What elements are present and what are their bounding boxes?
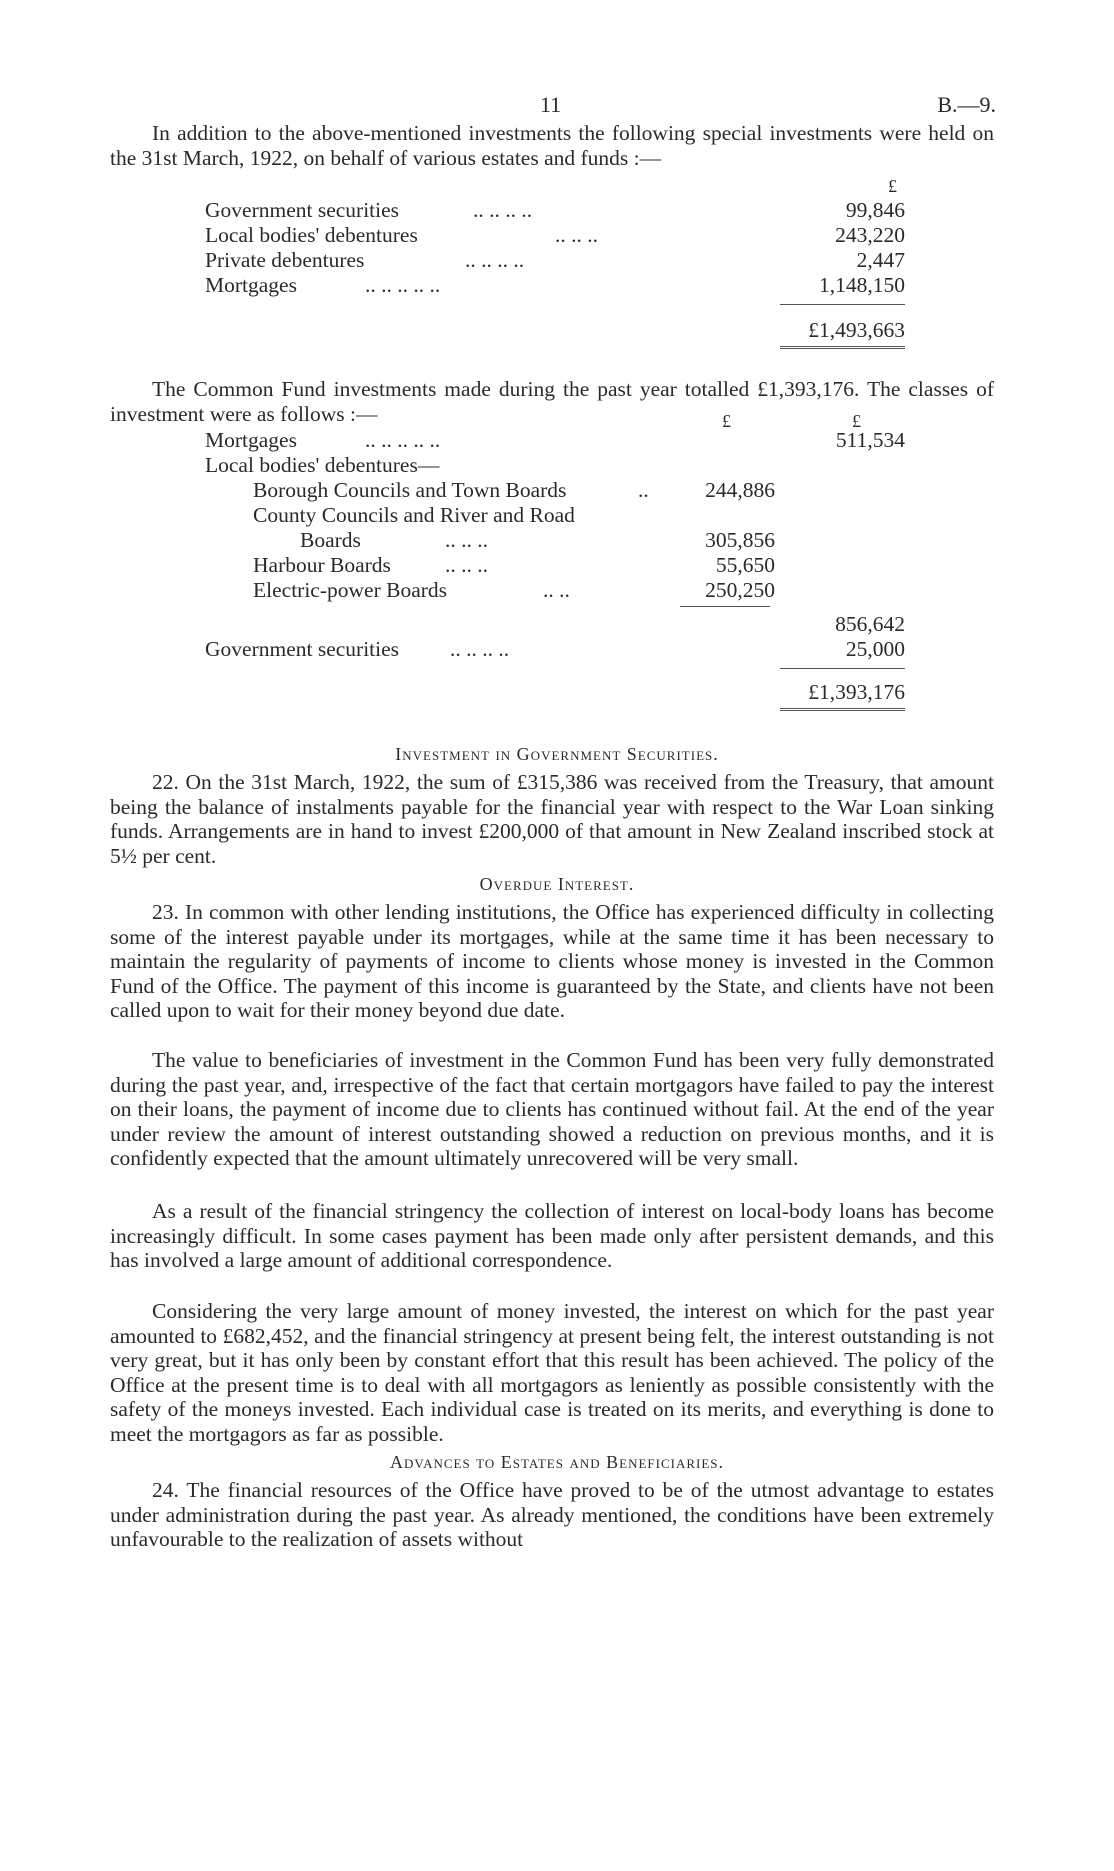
- row-amount: 2,447: [856, 248, 905, 272]
- paragraph-23: 23. In common with other lending institutions, the Office has experienced difficulty in collecting some of the interest payable under its mortgages, while at the same time it has been necessary to maintain the regularity of payments of income to clients whose money is invested in the Common Fund of the Office. The payment of this income is guaranteed by the State, and clients have not been called upon to wait for their money beyond due date.: [110, 900, 994, 1022]
- common-col2-currency: £: [852, 411, 861, 431]
- row-amount: 55,650: [715, 553, 775, 577]
- row-amount: 244,886: [705, 478, 775, 502]
- row-label: Local bodies' debentures—: [205, 453, 440, 477]
- paragraph-24: 24. The financial resources of the Office have proved to be of the utmost advantage to estates under administration during the past year. As already mentioned, the conditions have been extremely unfavourable to the realization of assets without: [110, 1478, 994, 1551]
- row-amount: 99,846: [845, 198, 905, 222]
- row-leader: .. .. ..: [445, 553, 488, 577]
- row-leader: .. .. .. .. ..: [365, 428, 441, 452]
- common-fund-intro: The Common Fund investments made during the past year totalled £1,393,176. The classes of investment were as follows :—: [110, 377, 994, 426]
- row-label: Local bodies' debentures: [205, 223, 418, 247]
- row-label: Borough Councils and Town Boards: [253, 478, 567, 502]
- special-currency-label: £: [888, 176, 897, 196]
- common-subtotal-rule: [780, 668, 905, 669]
- common-col1-currency: £: [722, 411, 731, 431]
- row-label: Mortgages: [205, 273, 297, 297]
- row-leader: .. .. .. ..: [450, 637, 510, 661]
- special-subtotal-rule: [780, 304, 905, 305]
- heading-advances: Advances to Estates and Beneficiaries.: [389, 1452, 725, 1472]
- row-label: Private debentures: [205, 248, 365, 272]
- row-label: Boards: [300, 528, 361, 552]
- row-leader: .. .. ..: [555, 223, 598, 247]
- row-label: Electric-power Boards: [253, 578, 448, 602]
- row-label: Government securities: [205, 637, 400, 661]
- row-amount: 511,534: [835, 428, 905, 452]
- intro-paragraph: In addition to the above-mentioned investments the following special investments were held on the 31st March, 1922, on behalf of various estates and funds :—: [110, 121, 994, 170]
- local-subtotal-amount: 856,642: [835, 612, 905, 636]
- row-amount: 1,148,150: [819, 273, 905, 297]
- heading-government-securities: Investment in Government Securities.: [395, 744, 719, 764]
- row-leader: .. .. .. ..: [473, 198, 533, 222]
- row-label: Mortgages: [205, 428, 297, 452]
- row-amount: 305,856: [705, 528, 775, 552]
- row-label: County Councils and River and Road: [253, 503, 575, 527]
- row-amount: 243,220: [835, 223, 905, 247]
- row-leader: .. .. .. ..: [465, 248, 525, 272]
- paragraph-23-d: Considering the very large amount of money invested, the interest on which for the past year amounted to £682,452, and the financial stringency at present being felt, the interest outstanding is not very great, but it has only been by constant effort that this result has been achieved. The policy of the Office at the present time is to deal with all mortgagors as leniently as possible consistently with the safety of the moneys invested. Each individual case is treated on its merits, and everything is done to meet the mortgagors as far as possible.: [110, 1299, 994, 1446]
- page-number: 11: [540, 92, 562, 117]
- common-total-rule: [780, 708, 905, 711]
- special-total-amount: £1,493,663: [808, 318, 905, 342]
- row-leader: .. .. ..: [445, 528, 488, 552]
- paragraph-23-c: As a result of the financial stringency the collection of interest on local-body loans has become increasingly difficult. In some cases payment has been made only after persistent demands, and this has involved a large amount of additional correspondence.: [110, 1199, 994, 1272]
- special-total-rule: [780, 346, 905, 349]
- row-amount: 250,250: [705, 578, 775, 602]
- row-label: Harbour Boards: [253, 553, 391, 577]
- row-label: Government securities: [205, 198, 400, 222]
- row-leader: .. .. .. .. ..: [365, 273, 441, 297]
- paragraph-22: 22. On the 31st March, 1922, the sum of £315,386 was received from the Treasury, that amount being the balance of instalments payable for the financial year with respect to the War Loan sinking funds. Arrangements are in hand to invest £200,000 of that amount in New Zealand inscribed stock at 5½ per cent.: [110, 770, 994, 868]
- common-local-rule: [680, 606, 770, 607]
- heading-overdue-interest: Overdue Interest.: [479, 874, 635, 894]
- document-code: B.—9.: [937, 92, 996, 117]
- row-leader: .. ..: [543, 578, 570, 602]
- common-total-amount: £1,393,176: [808, 680, 905, 704]
- paragraph-23-b: The value to beneficiaries of investment in the Common Fund has been very fully demonstrated during the past year, and, irrespective of the fact that certain mortgagors have failed to pay the interest on their loans, the payment of income due to clients has continued without fail. At the end of the year under review the amount of interest outstanding showed a reduction on previous months, and it is confidently expected that the amount ultimately unrecovered will be very small.: [110, 1048, 994, 1170]
- row-leader: ..: [638, 478, 649, 502]
- row-amount: 25,000: [845, 637, 905, 661]
